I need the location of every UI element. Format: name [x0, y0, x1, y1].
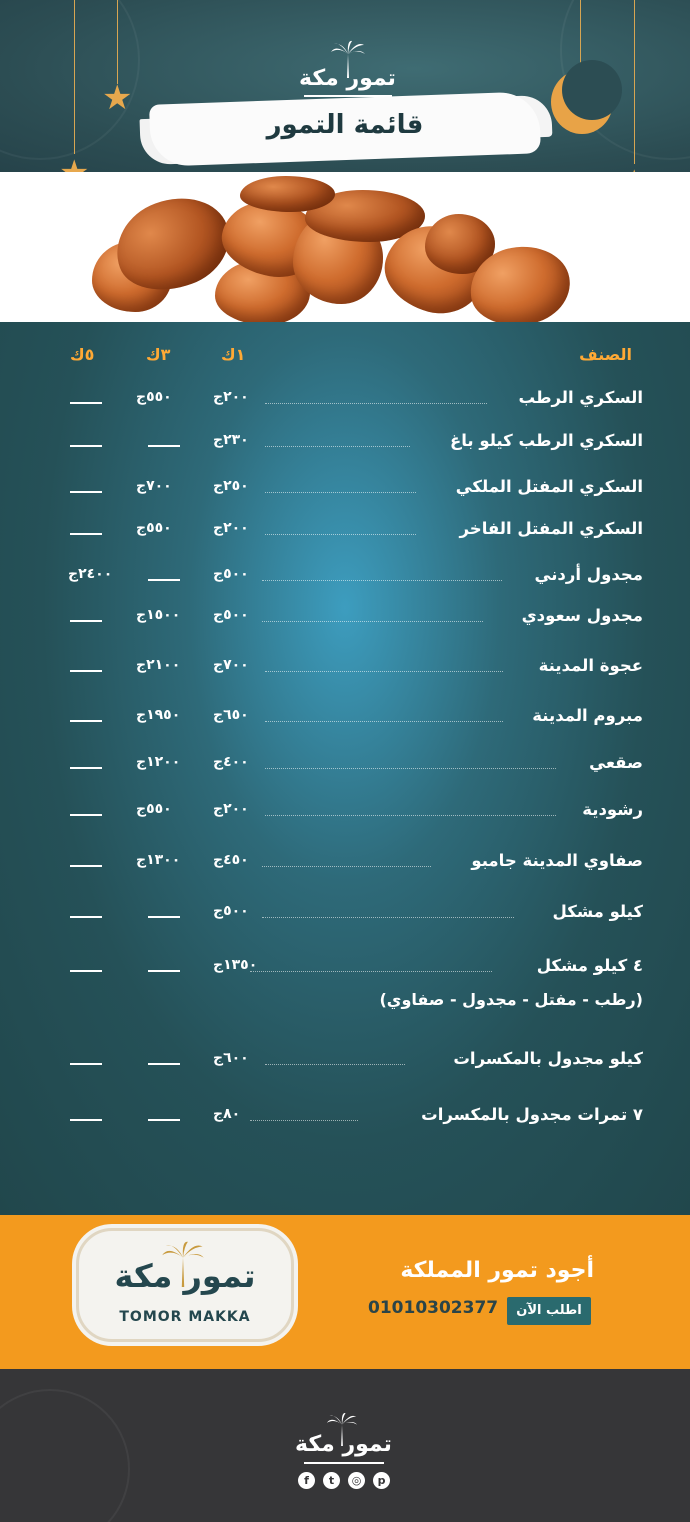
item-name: رشودية [582, 800, 643, 819]
dot-leader [262, 580, 502, 581]
no-price-dash [148, 916, 180, 918]
price-p1: ٢٠٠ج [213, 520, 249, 536]
hanging-string [634, 0, 635, 164]
price-p1: ٥٠٠ج [213, 607, 249, 623]
price-p3: ١٣٠٠ج [136, 852, 181, 868]
menu-row [0, 519, 690, 549]
price-p1: ٢٣٠ج [213, 432, 249, 448]
badge-brand-ar: تمور مكة [114, 1257, 256, 1295]
page-title: قائمة التمور [266, 110, 424, 140]
menu-row [0, 753, 690, 783]
dot-leader [265, 1064, 405, 1065]
menu-row [0, 388, 690, 418]
dates-photo [0, 172, 690, 322]
price-p3: ١٩٥٠ج [136, 707, 181, 723]
price-p1: ١٣٥٠ج [213, 957, 258, 973]
brand-logo [290, 40, 405, 96]
hanging-string [74, 0, 75, 154]
social-links [298, 1472, 392, 1490]
no-price-dash [70, 970, 102, 972]
item-name: صقعي [589, 753, 643, 772]
no-price-dash [70, 402, 102, 404]
no-price-dash [70, 916, 102, 918]
promo-tagline: أجود تمور المملكة [400, 1258, 594, 1283]
no-price-dash [70, 814, 102, 816]
price-p1: ٢٠٠ج [213, 801, 249, 817]
price-p1: ٦٥٠ج [213, 707, 249, 723]
dot-leader [250, 1120, 358, 1121]
dot-leader [265, 403, 487, 404]
order-now-button[interactable]: اطلب الآن [507, 1297, 591, 1325]
menu-row [0, 956, 690, 986]
brand-name: تمور مكة [299, 66, 396, 91]
item-name: كيلو مجدول بالمكسرات [453, 1049, 643, 1068]
dot-leader [265, 721, 503, 722]
no-price-dash [70, 491, 102, 493]
badge-brand-en: TOMOR MAKKA [119, 1309, 251, 1325]
mix-note: (رطب - مفتل - مجدول - صفاوي) [379, 990, 643, 1009]
price-p1: ٤٥٠ج [213, 852, 249, 868]
no-price-dash [148, 579, 180, 581]
item-name: ٤ كيلو مشكل [536, 956, 643, 975]
dot-leader [250, 971, 492, 972]
item-name: السكري الرطب كيلو باغ [449, 431, 643, 450]
price-p1: ٥٠٠ج [213, 903, 249, 919]
no-price-dash [148, 1063, 180, 1065]
no-price-dash [70, 445, 102, 447]
price-p1: ٤٠٠ج [213, 754, 249, 770]
dot-leader [265, 815, 556, 816]
phone-number[interactable]: 01010302377 [368, 1298, 499, 1318]
item-name: مبروم المدينة [532, 706, 643, 725]
menu-row [0, 431, 690, 461]
menu-row [0, 1105, 690, 1135]
price-p1: ٦٠٠ج [213, 1050, 249, 1066]
no-price-dash [148, 1119, 180, 1121]
dot-leader [265, 768, 556, 769]
menu-row [0, 656, 690, 686]
price-p3: ١٢٠٠ج [136, 754, 181, 770]
menu-row [0, 800, 690, 830]
price-p3: ٥٥٠ج [136, 801, 172, 817]
column-header-3kg: ٣ك [146, 345, 171, 364]
column-header-1kg: ١ك [221, 345, 246, 364]
menu-row [0, 706, 690, 736]
item-name: السكري المفتل الملكي [455, 477, 643, 496]
price-p1: ٧٠٠ج [213, 657, 249, 673]
star-icon: ★ [102, 78, 133, 118]
pinterest-icon[interactable]: p [373, 1472, 390, 1489]
dot-leader [262, 621, 483, 622]
item-name: عجوة المدينة [538, 656, 643, 675]
footer-brand-name: تمور مكة [295, 1432, 392, 1457]
column-header-5kg: ٥ك [70, 345, 95, 364]
twitter-icon[interactable]: t [323, 1472, 340, 1489]
dot-leader [265, 446, 410, 447]
brand-badge [76, 1228, 294, 1342]
price-p1: ٨٠ج [213, 1106, 241, 1122]
menu-row [0, 606, 690, 636]
ornament-pattern [0, 1389, 130, 1522]
price-p3: ٥٥٠ج [136, 389, 172, 405]
instagram-icon[interactable]: ◎ [348, 1472, 365, 1489]
menu-row [0, 851, 690, 881]
price-p3: ٧٠٠ج [136, 478, 172, 494]
crescent-moon-shadow [562, 60, 622, 120]
menu-row [0, 477, 690, 507]
footer-logo [286, 1420, 401, 1470]
date-fruit [240, 176, 335, 212]
no-price-dash [70, 533, 102, 535]
no-price-dash [70, 620, 102, 622]
dot-leader [262, 866, 431, 867]
dot-leader [265, 492, 416, 493]
price-p3: ٢١٠٠ج [136, 657, 181, 673]
no-price-dash [70, 767, 102, 769]
no-price-dash [148, 970, 180, 972]
dot-leader [262, 917, 514, 918]
item-name: السكري المفتل الفاخر [459, 519, 643, 538]
item-name: مجدول أردني [534, 565, 643, 584]
menu-row [0, 902, 690, 932]
price-p3: ١٥٠٠ج [136, 607, 181, 623]
price-p1: ٢٥٠ج [213, 478, 249, 494]
item-name: مجدول سعودي [521, 606, 643, 625]
item-name: ٧ تمرات مجدول بالمكسرات [421, 1105, 643, 1124]
price-p5: ٢٤٠٠ج [68, 566, 113, 582]
no-price-dash [148, 445, 180, 447]
no-price-dash [70, 720, 102, 722]
no-price-dash [70, 670, 102, 672]
menu-row [0, 565, 690, 595]
no-price-dash [70, 1119, 102, 1121]
dot-leader [265, 534, 416, 535]
menu-row [0, 1049, 690, 1079]
item-name: صفاوي المدينة جامبو [471, 851, 643, 870]
price-p1: ٢٠٠ج [213, 389, 249, 405]
item-name: كيلو مشكل [552, 902, 643, 921]
price-p3: ٥٥٠ج [136, 520, 172, 536]
price-p1: ٥٠٠ج [213, 566, 249, 582]
no-price-dash [70, 865, 102, 867]
hanging-string [580, 0, 581, 68]
item-name: السكري الرطب [518, 388, 643, 407]
dot-leader [265, 671, 503, 672]
hanging-string [117, 0, 118, 84]
facebook-icon[interactable]: f [298, 1472, 315, 1489]
no-price-dash [70, 1063, 102, 1065]
logo-underline [304, 1462, 384, 1464]
column-header-item: الصنف [579, 345, 632, 364]
